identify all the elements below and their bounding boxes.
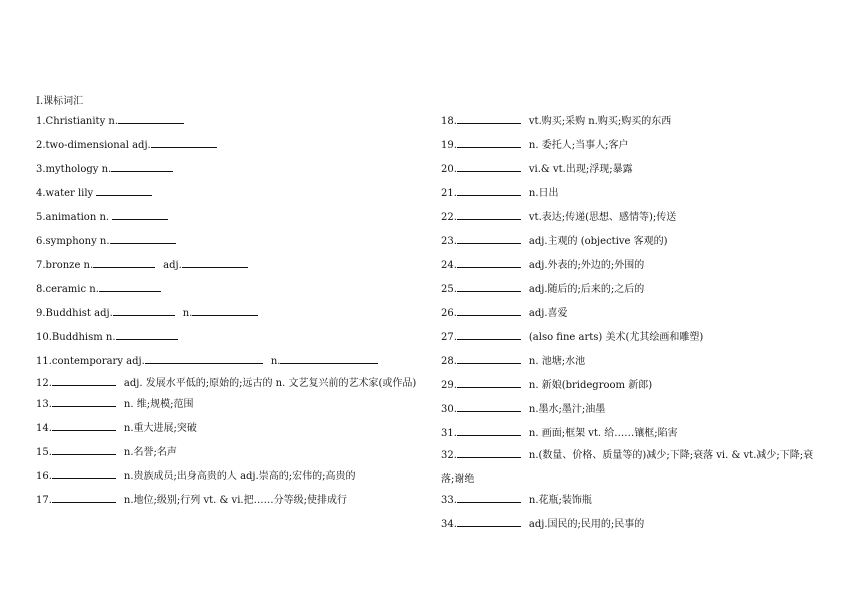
answer-blank[interactable] [113,305,175,316]
vocab-item-20 [441,161,826,185]
item-definition: n.墨水;墨汁;油墨 [528,404,606,415]
item-prompt: 22. [441,212,457,223]
vocab-item-26 [441,305,826,329]
answer-blank[interactable] [99,281,161,292]
vocab-item-33 [441,492,826,516]
item-definition: n.贵族成员;出身高贵的人 adj.崇高的;宏伟的;高贵的 [123,471,356,482]
vocab-item-10 [36,329,418,353]
item-prompt: 1.Christianity n. [36,116,119,127]
item-prompt: 24. [441,260,457,271]
item-definition: vi.& vt.出现;浮现;暴露 [528,164,633,175]
vocab-item-1 [36,113,418,137]
item-definition: adj.随后的;后来的;之后的 [528,284,645,295]
item-prompt-2: adj. [163,260,182,271]
item-prompt: 12. [36,378,52,389]
vocab-item-24 [441,257,826,281]
item-prompt: 13. [36,399,52,410]
answer-blank[interactable] [93,257,155,268]
answer-blank[interactable] [116,329,178,340]
item-definition: adj.喜爱 [528,308,568,319]
item-definition: n.(数量、价格、质量等的)减少;下降;衰落 vi. & vt.减少;下降;衰落;谢绝 [441,450,814,485]
item-definition: vt.表达;传递(思想、感情等);传送 [528,212,677,223]
vocab-item-34 [441,516,826,540]
item-definition: n. 维;规模;范围 [123,399,194,410]
answer-blank[interactable] [457,281,521,292]
answer-blank[interactable] [457,401,521,412]
item-prompt: 14. [36,423,52,434]
answer-blank[interactable] [111,161,173,172]
answer-blank[interactable] [112,209,168,220]
answer-blank[interactable] [52,375,116,386]
vocab-item-32 [441,444,826,492]
answer-blank[interactable] [110,233,176,244]
item-definition: n.地位;级别;行列 vt. & vi.把……分等级;使排成行 [123,495,347,506]
answer-blank[interactable] [457,305,521,316]
vocab-item-12 [36,372,418,396]
answer-blank[interactable] [145,353,263,364]
item-definition: adj.外表的;外边的;外围的 [528,260,645,271]
item-definition: adj.国民的;民用的;民事的 [528,519,645,530]
item-prompt: 28. [441,356,457,367]
item-prompt: 26. [441,308,457,319]
item-prompt: 34. [441,519,457,530]
answer-blank[interactable] [457,233,521,244]
item-prompt: 32. [441,450,457,461]
answer-blank[interactable] [457,137,521,148]
item-definition: n.日出 [528,188,559,199]
item-definition: (also fine arts) 美术(尤其绘画和雕塑) [528,332,704,343]
item-prompt: 23. [441,236,457,247]
answer-blank[interactable] [182,257,248,268]
item-prompt: 17. [36,495,52,506]
item-definition: n.名誉;名声 [123,447,177,458]
vocab-item-23 [441,233,826,257]
answer-blank[interactable] [52,420,116,431]
item-prompt: 3.mythology n. [36,164,112,175]
vocab-item-15 [36,444,418,468]
answer-blank[interactable] [457,113,521,124]
item-prompt: 27. [441,332,457,343]
item-prompt: 6.symphony n. [36,236,110,247]
answer-blank[interactable] [52,468,116,479]
vocab-item-27 [441,329,826,353]
answer-blank[interactable] [96,185,152,196]
vocab-item-9 [36,305,418,329]
item-prompt: 33. [441,495,457,506]
item-prompt-2: n. [182,308,193,319]
item-prompt: 30. [441,404,457,415]
item-definition: n. 画面;框架 vt. 给……镶框;陷害 [528,428,678,439]
item-definition: adj. 发展水平低的;原始的;远古的 n. 文艺复兴前的艺术家(或作品) [123,378,417,389]
vocab-item-28 [441,353,826,377]
item-prompt: 7.bronze n. [36,260,94,271]
item-prompt-2: n. [270,356,281,367]
vocab-item-19 [441,137,826,161]
answer-blank[interactable] [457,257,521,268]
vocab-item-18 [441,113,826,137]
item-definition: n. 池塘;水池 [528,356,586,367]
item-definition: n.花瓶;装饰瓶 [528,495,592,506]
answer-blank[interactable] [52,492,116,503]
item-definition: vt.购买;采购 n.购买;购买的东西 [528,116,672,127]
vocab-item-6 [36,233,418,257]
item-prompt: 10.Buddhism n. [36,332,116,343]
item-prompt: 15. [36,447,52,458]
section-heading: Ⅰ.课标词汇 [36,96,84,107]
item-prompt: 21. [441,188,457,199]
answer-blank[interactable] [457,329,521,340]
item-prompt: 4.water lily [36,188,97,199]
vocab-item-29 [441,377,826,401]
vocab-item-3 [36,161,418,185]
vocab-item-5 [36,209,418,233]
item-prompt: 18. [441,116,457,127]
item-prompt: 20. [441,164,457,175]
item-definition: adj.主观的 (objective 客观的) [528,236,668,247]
item-prompt: 2.two-dimensional adj. [36,140,151,151]
item-prompt: 11.contemporary adj. [36,356,145,367]
answer-blank[interactable] [118,113,184,124]
vocab-item-17 [36,492,418,516]
right-column [441,113,826,540]
answer-blank[interactable] [280,353,378,364]
answer-blank[interactable] [457,353,521,364]
item-definition: n. 新娘(bridegroom 新郎) [528,380,653,391]
vocab-item-2 [36,137,418,161]
item-prompt: 29. [441,380,457,391]
left-column [36,113,418,516]
vocab-item-16 [36,468,418,492]
answer-blank[interactable] [457,425,521,436]
vocab-item-22 [441,209,826,233]
answer-blank[interactable] [457,185,521,196]
item-prompt: 31. [441,428,457,439]
vocab-item-14 [36,420,418,444]
item-prompt: 25. [441,284,457,295]
answer-blank[interactable] [52,396,116,407]
vocab-item-8 [36,281,418,305]
item-prompt: 8.ceramic n. [36,284,99,295]
answer-blank[interactable] [192,305,258,316]
vocab-item-21 [441,185,826,209]
item-definition: n.重大进展;突破 [123,423,197,434]
item-prompt: 16. [36,471,52,482]
vocab-item-4 [36,185,418,209]
vocab-item-13 [36,396,418,420]
vocab-item-30 [441,401,826,425]
item-prompt: 19. [441,140,457,151]
answer-blank[interactable] [457,377,521,388]
item-prompt: 5.animation n. [36,212,113,223]
answer-blank[interactable] [52,444,116,455]
vocab-item-7 [36,257,418,281]
answer-blank[interactable] [457,492,521,503]
answer-blank[interactable] [151,137,217,148]
answer-blank[interactable] [457,161,521,172]
answer-blank[interactable] [457,447,521,458]
item-definition: n. 委托人;当事人;客户 [528,140,629,151]
answer-blank[interactable] [457,209,521,220]
answer-blank[interactable] [457,516,521,527]
item-prompt: 9.Buddhist adj. [36,308,113,319]
vocab-item-25 [441,281,826,305]
